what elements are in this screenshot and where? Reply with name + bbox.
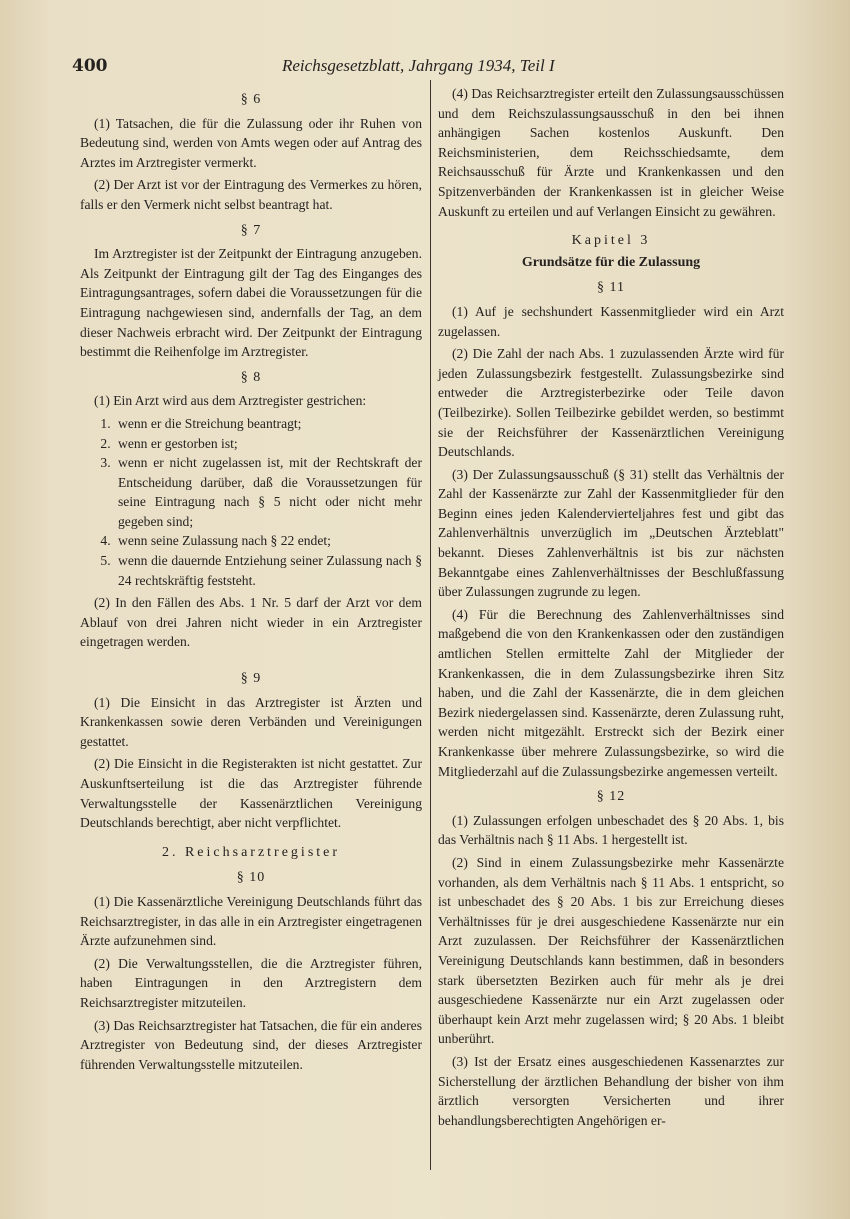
paragraph: (2) In den Fällen des Abs. 1 Nr. 5 darf der Arzt vor dem Ablauf von drei Jahren nicht wieder in ein Arztregister eingetragen werden.	[80, 595, 422, 650]
list-item: 4. wenn seine Zulassung nach § 22 endet;	[114, 531, 422, 551]
section-heading-7: § 7	[240, 222, 262, 238]
paragraph: (2) Der Arzt ist vor der Eintragung des Vermerkes zu hören, falls er den Vermerk nicht selbst beantragt hat.	[80, 177, 422, 212]
paragraph: (1) Die Kassenärztliche Vereinigung Deutschlands führt das Reichsarztregister, in das alle in ein Arztregister eingetragenen Ärzte aufzunehmen sind.	[80, 893, 422, 949]
paragraph: (2) Die Einsicht in die Registerakten ist nicht gestattet. Zur Auskunftserteilung ist die das Arztregister führende Verwaltungsstelle der Kassenärztlichen Vereinigung Deutschlands berechtigt, aber nicht verpflichtet.	[80, 756, 422, 831]
section-heading-10: § 10	[236, 870, 266, 886]
right-column	[438, 84, 784, 1133]
paragraph: (1) Auf je sechshundert Kassenmitglieder wird ein Arzt zugelassen.	[438, 303, 784, 339]
paragraph: (2) Sind in einem Zulassungsbezirke mehr Kassenärzte vorhanden, als dem Verhältnis nach § 11 Abs. 1 entspricht, so ist unbeschadet des § 20 Abs. 1 bis zur Erreichung dieses Verhältnisses für je drei ausgeschiedene Kassenärzte nur ein Arzt zuzulassen. Der Reichsführer der Kassenärztlichen Vereinigung Deutschlands kann bestimmen, daß in besonders stark übersetzten Bezirken auch für mehr als je drei ausgeschiedene Kassenärzte nur ein Arzt zugelassen oder überhaupt kein Arzt mehr zugelassen wird; § 20 Abs. 1 bleibt unberührt.	[438, 854, 784, 1047]
section-heading-9: § 9	[240, 671, 262, 687]
part-heading: 2. Reichsarztregister	[161, 844, 341, 860]
list-item: 2. wenn er gestorben ist;	[114, 434, 422, 454]
section-heading-6: § 6	[240, 92, 262, 107]
paragraph: (3) Ist der Ersatz eines ausgeschiedenen Kassenarztes zur Sicherstellung der ärztlichen Behandlung der bisher von ihm ärztlich versorgten Versicherten und ihrer behandlungsberechtigten Angehörigen er-	[438, 1053, 784, 1128]
paragraph: (1) Tatsachen, die für die Zulassung oder ihr Ruhen von Bedeutung sind, werden von Amts wegen oder auf Antrag des Arztes im Arztregister vermerkt.	[80, 115, 422, 170]
section-heading-8: § 8	[240, 369, 262, 385]
list-item: 5. wenn die dauernde Entziehung seiner Zulassung nach § 24 rechtskräftig feststeht.	[114, 551, 422, 590]
paragraph: (4) Für die Berechnung des Zahlenverhältnisses sind maßgebend die von den Krankenkassen oder den zuständigen amtlichen Stellen ermittelte Zahl der Mitglieder der Krankenkassen, die in dem Zulassungsbezirke ihren Sitz haben, und die Zahl der Kassenärzte, die in dem gleichen Bezirk niedergelassen sind. Kassenärzte, deren Zulassung ruht, werden nicht mitgezählt. Erstreckt sich der Bezirk einer Krankenkasse über mehrere Zulassungsbezirke, so wird die Mitgliederzahl auf die Zulassungsbezirke angemessen verteilt.	[438, 606, 784, 779]
paragraph: (1) Ein Arzt wird aus dem Arztregister gestrichen:	[94, 393, 367, 409]
chapter-heading: Kapitel 3	[571, 233, 651, 249]
column-divider	[430, 80, 431, 1170]
running-head: Reichsgesetzblatt, Jahrgang 1934, Teil I	[282, 56, 555, 75]
chapter-title: Grundsätze für die Zulassung	[521, 254, 701, 270]
section-heading-11: § 11	[597, 280, 625, 296]
paragraph: (1) Die Einsicht in das Arztregister ist Ärzten und Krankenkassen sowie deren Verbänden und Vereinigungen gestattet.	[80, 694, 422, 749]
page-number: 400	[72, 56, 108, 76]
paragraph: (3) Der Zulassungsausschuß (§ 31) stellt das Verhältnis der Zahl der Kassenärzte zur Zahl der Kassenmitglieder für den Beginn eines jeden Kalendervierteljahres fest und gibt das Zahlenverhältnis unverzüglich im „Deutschen Ärzteblatt" bekannt. Dieses Zahlenverhältnis ist bis zur nächsten Bekanntgabe eines Zahlenverhältnisses der Beschlußfassung über Zulassungen zugrunde zu legen.	[438, 466, 784, 600]
deletion-reasons-list	[80, 414, 422, 590]
list-item: 1. wenn er die Streichung beantragt;	[114, 414, 422, 434]
paragraph: Im Arztregister ist der Zeitpunkt der Eintragung anzugeben. Als Zeitpunkt der Eintragung gilt der Tag des Einganges des Eintragungsantrages, sofern dabei die Voraussetzungen für die Eintragung nachgewiesen sind, andernfalls der Tag, an dem dieser Nachweis erbracht wird. Der Zeitpunkt der Eintragung bestimmt die Reihenfolge im Arztregister.	[80, 246, 422, 360]
paragraph: (1) Zulassungen erfolgen unbeschadet des § 20 Abs. 1, bis das Verhältnis nach § 11 Abs. 1 hergestellt ist.	[438, 812, 784, 848]
paragraph: (3) Das Reichsarztregister hat Tatsachen, die für ein anderes Arztregister von Bedeutung sind, der dieses Arztregister führenden Verwaltungsstelle mitzuteilen.	[80, 1017, 422, 1072]
paragraph: (2) Die Zahl der nach Abs. 1 zuzulassenden Ärzte wird für jeden Zulassungsbezirk festgestellt. Zulassungsbezirke sind entweder die Arztregisterbezirke oder Teile davon (Teilbezirke). Sollen Teilbezirke gebildet werden, so bestimmt sie der Reichsführer der Kassenärztlichen Vereinigung Deutschlands.	[438, 346, 784, 460]
left-column	[80, 84, 422, 1077]
paragraph: (4) Das Reichsarztregister erteilt den Zulassungsausschüssen und dem Reichszulassungsausschuß in den bei ihnen anhängigen Sachen kostenlos Auskunft. Den Reichsministerien, dem Reichsschiedsamte, dem Reichsausschuß für Ärzte und Krankenkassen und den Spitzenverbänden der Krankenkassen ist in gleicher Weise Auskunft zu erteilen und auf Verlangen Einsicht zu gewähren.	[438, 86, 784, 219]
section-heading-12: § 12	[596, 789, 626, 805]
paragraph: (2) Die Verwaltungsstellen, die die Arztregister führen, haben Eintragungen in den Arztregistern dem Reichsarztregister mitzuteilen.	[80, 955, 422, 1010]
list-item: 3. wenn er nicht zugelassen ist, mit der Rechtskraft der Entscheidung darüber, daß die Voraussetzungen für seine Eintragung nach § 5 nicht oder nicht mehr gegeben sind;	[114, 453, 422, 531]
